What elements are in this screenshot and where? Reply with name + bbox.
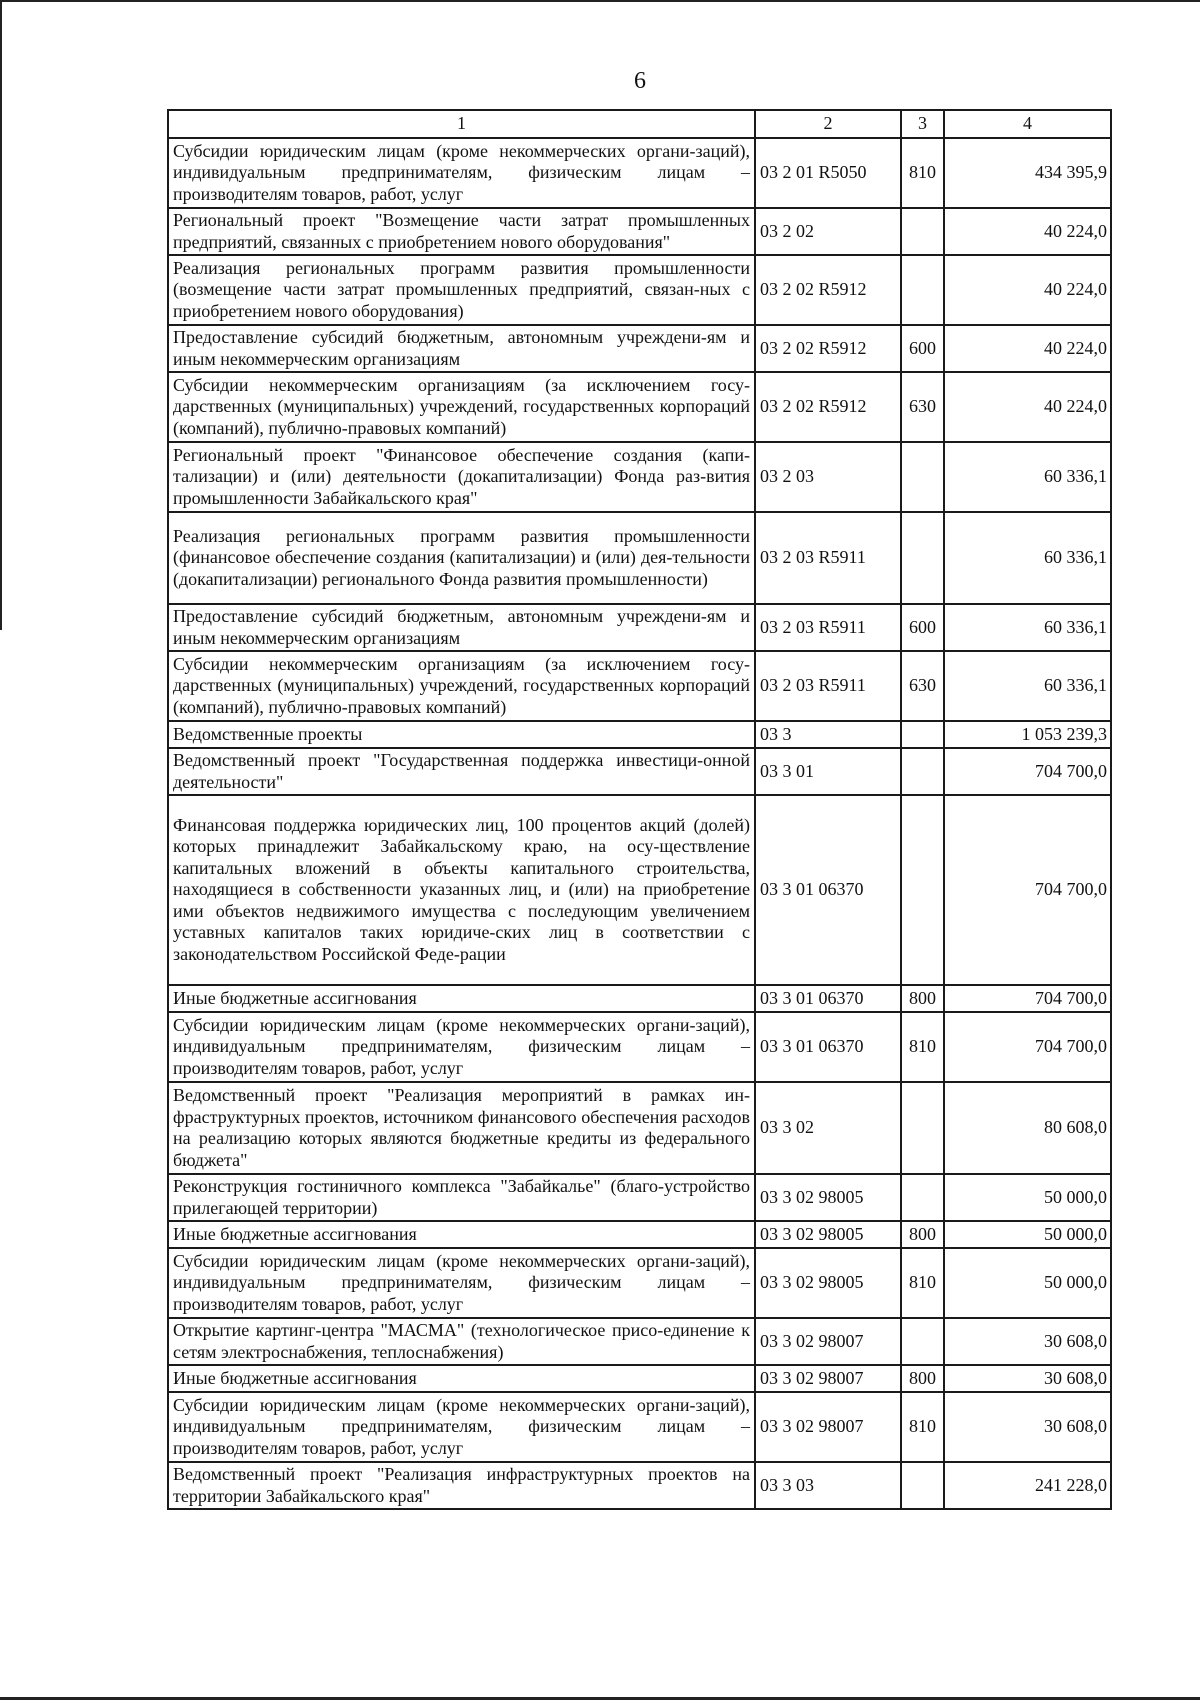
row-amount-cell: 30 608,0 [944,1392,1111,1462]
table-row [168,138,1111,208]
row-name-cell: Иные бюджетные ассигнования [168,985,755,1012]
row-type-cell: 810 [901,138,944,208]
row-amount-cell: 60 336,1 [944,604,1111,651]
row-type-cell: 630 [901,651,944,721]
row-name-cell: Иные бюджетные ассигнования [168,1221,755,1248]
table-row [168,1248,1111,1318]
row-amount-cell: 40 224,0 [944,208,1111,255]
row-amount-cell: 60 336,1 [944,512,1111,604]
row-code-cell: 03 3 02 98005 [755,1221,901,1248]
scan-edge-top [0,0,1200,2]
row-name-cell: Субсидии некоммерческим организациям (за исключением госу-дарственных (муниципальных) учреждений, государственных корпораций (компаний), публично-правовых компаний) [168,372,755,442]
row-type-cell [901,1082,944,1174]
table-row [168,721,1111,748]
row-amount-cell: 704 700,0 [944,795,1111,985]
row-amount-cell: 40 224,0 [944,255,1111,325]
table-row [168,795,1111,985]
table-row [168,1392,1111,1462]
row-name-cell: Финансовая поддержка юридических лиц, 100 процентов акций (долей) которых принадлежит Забайкальскому краю, на осу-ществление капитальных вложений в объекты капитального строительства, находящиеся в собственности указанных лиц, и (или) на приобретение ими объектов недвижимого имущества с последующим увеличением уставных капиталов таких юридиче-ских лиц в соответствии с законодательством Российской Феде-рации [168,795,755,985]
row-type-cell: 800 [901,1365,944,1392]
table-row [168,255,1111,325]
row-amount-cell: 50 000,0 [944,1221,1111,1248]
row-code-cell: 03 3 [755,721,901,748]
row-type-cell [901,1174,944,1221]
row-type-cell: 810 [901,1012,944,1082]
row-code-cell: 03 2 02 [755,208,901,255]
table-row [168,1221,1111,1248]
row-type-cell [901,1462,944,1509]
row-code-cell: 03 2 03 [755,442,901,512]
row-name-cell: Предоставление субсидий бюджетным, автономным учреждени-ям и иным некоммерческим организациям [168,325,755,372]
table-row [168,1318,1111,1365]
row-amount-cell: 50 000,0 [944,1174,1111,1221]
row-type-cell: 630 [901,372,944,442]
row-code-cell: 03 3 02 [755,1082,901,1174]
row-name-cell: Субсидии юридическим лицам (кроме некоммерческих органи-заций), индивидуальным предпринимателям, физическим лицам – производителям товаров, работ, услуг [168,1012,755,1082]
row-type-cell: 810 [901,1392,944,1462]
table-body [168,110,1111,1509]
row-code-cell: 03 2 02 R5912 [755,255,901,325]
row-name-cell: Ведомственный проект "Государственная поддержка инвестици-онной деятельности" [168,748,755,795]
row-amount-cell: 30 608,0 [944,1318,1111,1365]
row-type-cell: 800 [901,985,944,1012]
column-header-type: 3 [901,110,944,138]
row-code-cell: 03 3 03 [755,1462,901,1509]
column-header-name: 1 [168,110,755,138]
table-row [168,748,1111,795]
row-type-cell: 600 [901,604,944,651]
row-name-cell: Ведомственные проекты [168,721,755,748]
table-row [168,372,1111,442]
row-code-cell: 03 2 03 R5911 [755,651,901,721]
row-amount-cell: 241 228,0 [944,1462,1111,1509]
page-number: 6 [634,68,646,94]
table-row [168,651,1111,721]
row-amount-cell: 704 700,0 [944,985,1111,1012]
row-code-cell: 03 2 03 R5911 [755,604,901,651]
row-name-cell: Иные бюджетные ассигнования [168,1365,755,1392]
row-name-cell: Субсидии юридическим лицам (кроме некоммерческих органи-заций), индивидуальным предпринимателям, физическим лицам – производителям товаров, работ, услуг [168,1392,755,1462]
row-name-cell: Субсидии юридическим лицам (кроме некоммерческих органи-заций), индивидуальным предпринимателям, физическим лицам – производителям товаров, работ, услуг [168,1248,755,1318]
row-code-cell: 03 2 02 R5912 [755,325,901,372]
row-code-cell: 03 3 02 98007 [755,1392,901,1462]
row-name-cell: Предоставление субсидий бюджетным, автономным учреждени-ям и иным некоммерческим организациям [168,604,755,651]
table-row [168,442,1111,512]
row-amount-cell: 40 224,0 [944,325,1111,372]
row-name-cell: Региональный проект "Финансовое обеспечение создания (капи-тализации) и (или) деятельности (докапитализации) Фонда раз-вития промышленности Забайкальского края" [168,442,755,512]
row-code-cell: 03 3 01 06370 [755,985,901,1012]
budget-table [167,109,1112,1510]
row-code-cell: 03 3 02 98005 [755,1248,901,1318]
row-type-cell: 800 [901,1221,944,1248]
row-name-cell: Субсидии некоммерческим организациям (за исключением госу-дарственных (муниципальных) учреждений, государственных корпораций (компаний), публично-правовых компаний) [168,651,755,721]
row-amount-cell: 50 000,0 [944,1248,1111,1318]
row-type-cell [901,1318,944,1365]
row-type-cell [901,721,944,748]
row-code-cell: 03 3 01 [755,748,901,795]
column-header-amount: 4 [944,110,1111,138]
table-row [168,604,1111,651]
row-type-cell [901,255,944,325]
table-row [168,512,1111,604]
row-amount-cell: 40 224,0 [944,372,1111,442]
row-code-cell: 03 3 01 06370 [755,1012,901,1082]
row-name-cell: Реализация региональных программ развития промышленности (финансовое обеспечение создания (капитализации) и (или) дея-тельности (докапитализации) регионального Фонда развития промышленности) [168,512,755,604]
row-code-cell: 03 2 01 R5050 [755,138,901,208]
row-type-cell [901,795,944,985]
table-row [168,1365,1111,1392]
row-type-cell [901,208,944,255]
row-code-cell: 03 2 03 R5911 [755,512,901,604]
row-type-cell [901,748,944,795]
row-name-cell: Реконструкция гостиничного комплекса "Забайкалье" (благо-устройство прилегающей территории) [168,1174,755,1221]
column-header-code: 2 [755,110,901,138]
row-amount-cell: 80 608,0 [944,1082,1111,1174]
table-row [168,985,1111,1012]
row-name-cell: Ведомственный проект "Реализация инфраструктурных проектов на территории Забайкальского края" [168,1462,755,1509]
table-row [168,208,1111,255]
row-amount-cell: 704 700,0 [944,748,1111,795]
row-name-cell: Ведомственный проект "Реализация мероприятий в рамках ин-фраструктурных проектов, источником финансового обеспечения расходов на реализацию которых являются бюджетные кредиты из федерального бюджета" [168,1082,755,1174]
table-header-row [168,110,1111,138]
table-row [168,1174,1111,1221]
row-type-cell [901,512,944,604]
row-code-cell: 03 2 02 R5912 [755,372,901,442]
row-name-cell: Субсидии юридическим лицам (кроме некоммерческих органи-заций), индивидуальным предпринимателям, физическим лицам – производителям товаров, работ, услуг [168,138,755,208]
row-amount-cell: 30 608,0 [944,1365,1111,1392]
table-row [168,1462,1111,1509]
row-type-cell: 810 [901,1248,944,1318]
row-name-cell: Реализация региональных программ развития промышленности (возмещение части затрат промышленных предприятий, связан-ных с приобретением нового оборудования) [168,255,755,325]
row-code-cell: 03 3 01 06370 [755,795,901,985]
row-code-cell: 03 3 02 98007 [755,1318,901,1365]
table-row [168,1012,1111,1082]
row-amount-cell: 1 053 239,3 [944,721,1111,748]
row-amount-cell: 704 700,0 [944,1012,1111,1082]
row-amount-cell: 434 395,9 [944,138,1111,208]
row-amount-cell: 60 336,1 [944,442,1111,512]
row-name-cell: Региональный проект "Возмещение части затрат промышленных предприятий, связанных с приобретением нового оборудования" [168,208,755,255]
row-amount-cell: 60 336,1 [944,651,1111,721]
table-row [168,1082,1111,1174]
row-type-cell [901,442,944,512]
table-row [168,325,1111,372]
row-code-cell: 03 3 02 98005 [755,1174,901,1221]
row-code-cell: 03 3 02 98007 [755,1365,901,1392]
row-type-cell: 600 [901,325,944,372]
row-name-cell: Открытие картинг-центра "МАСМА" (технологическое присо-единение к сетям электроснабжения, теплоснабжения) [168,1318,755,1365]
